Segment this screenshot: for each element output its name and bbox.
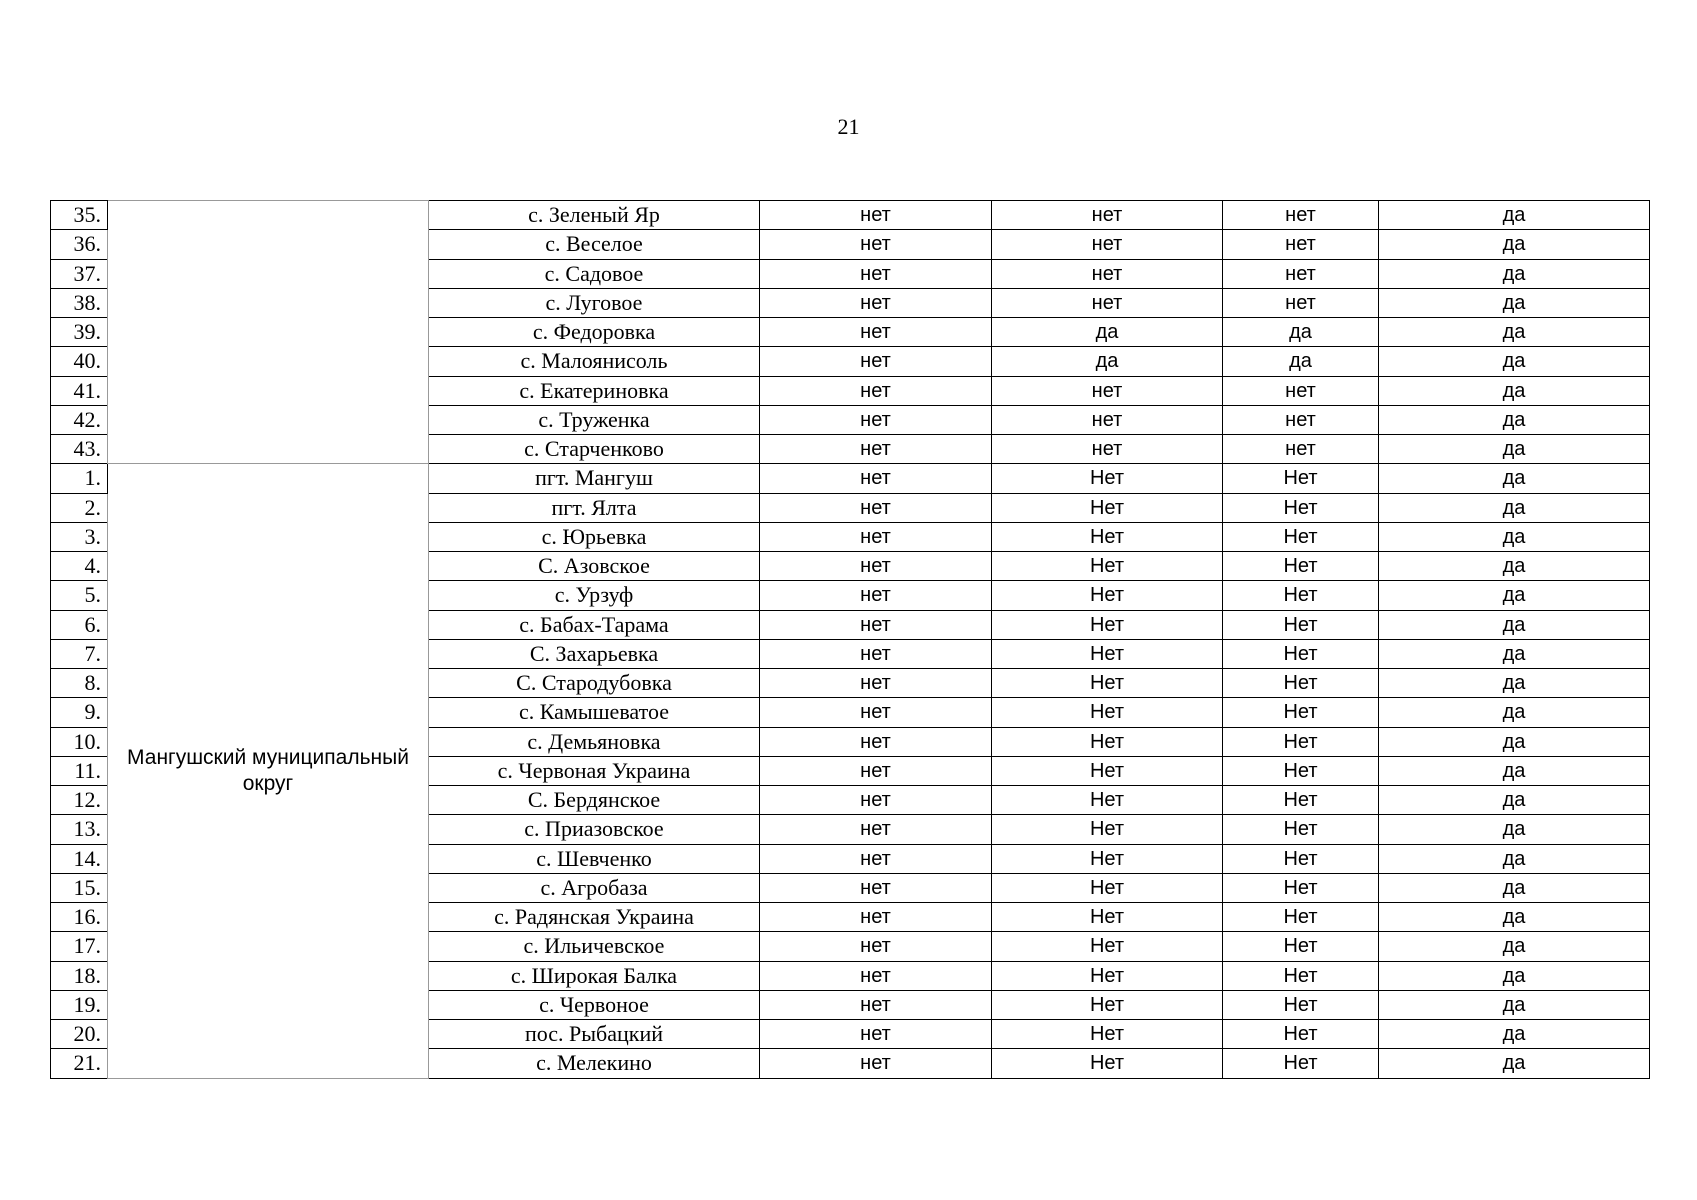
- row-number-cell: 16.: [51, 903, 108, 932]
- row-number-cell: 19.: [51, 990, 108, 1019]
- value-cell: нет: [760, 727, 992, 756]
- value-cell: нет: [760, 405, 992, 434]
- settlement-cell: с. Федоровка: [429, 318, 760, 347]
- settlement-cell: с. Мелекино: [429, 1049, 760, 1078]
- value-cell: да: [1379, 435, 1650, 464]
- table-row: [51, 201, 1650, 230]
- settlement-cell: с. Приазовское: [429, 815, 760, 844]
- value-cell: да: [1379, 464, 1650, 493]
- settlement-cell: с. Широкая Балка: [429, 961, 760, 990]
- row-number-cell: 6.: [51, 610, 108, 639]
- value-cell: да: [1379, 581, 1650, 610]
- value-cell: Нет: [992, 1020, 1223, 1049]
- value-cell: нет: [760, 581, 992, 610]
- value-cell: нет: [760, 610, 992, 639]
- row-number-cell: 11.: [51, 756, 108, 785]
- value-cell: Нет: [992, 552, 1223, 581]
- settlement-cell: С. Азовское: [429, 552, 760, 581]
- value-cell: нет: [760, 698, 992, 727]
- value-cell: да: [1379, 903, 1650, 932]
- value-cell: нет: [760, 318, 992, 347]
- value-cell: да: [992, 318, 1223, 347]
- settlement-cell: с. Екатериновка: [429, 376, 760, 405]
- value-cell: нет: [760, 493, 992, 522]
- row-number-cell: 36.: [51, 230, 108, 259]
- value-cell: да: [1379, 698, 1650, 727]
- settlement-cell: пгт. Мангуш: [429, 464, 760, 493]
- settlement-cell: с. Веселое: [429, 230, 760, 259]
- value-cell: нет: [1223, 201, 1379, 230]
- value-cell: нет: [1223, 435, 1379, 464]
- value-cell: Нет: [1223, 961, 1379, 990]
- value-cell: да: [1379, 405, 1650, 434]
- value-cell: нет: [760, 347, 992, 376]
- value-cell: нет: [992, 376, 1223, 405]
- value-cell: да: [1223, 318, 1379, 347]
- settlement-cell: с. Юрьевка: [429, 522, 760, 551]
- settlement-cell: с. Старченково: [429, 435, 760, 464]
- page-number: 21: [837, 114, 860, 139]
- settlement-cell: с. Луговое: [429, 288, 760, 317]
- value-cell: Нет: [992, 581, 1223, 610]
- value-cell: да: [1379, 493, 1650, 522]
- settlement-cell: С. Захарьевка: [429, 639, 760, 668]
- value-cell: Нет: [1223, 786, 1379, 815]
- value-cell: нет: [760, 522, 992, 551]
- value-cell: да: [1379, 844, 1650, 873]
- value-cell: нет: [992, 288, 1223, 317]
- value-cell: да: [1379, 230, 1650, 259]
- value-cell: Нет: [992, 873, 1223, 902]
- value-cell: Нет: [992, 698, 1223, 727]
- value-cell: Нет: [992, 1049, 1223, 1078]
- value-cell: нет: [760, 903, 992, 932]
- value-cell: нет: [992, 405, 1223, 434]
- row-number-cell: 1.: [51, 464, 108, 493]
- value-cell: да: [1379, 756, 1650, 785]
- value-cell: Нет: [992, 464, 1223, 493]
- value-cell: нет: [760, 201, 992, 230]
- value-cell: да: [1379, 639, 1650, 668]
- value-cell: нет: [760, 756, 992, 785]
- row-number-cell: 15.: [51, 873, 108, 902]
- row-number-cell: 7.: [51, 639, 108, 668]
- region-cell: [108, 201, 429, 464]
- row-number-cell: 5.: [51, 581, 108, 610]
- value-cell: Нет: [992, 932, 1223, 961]
- row-number-cell: 37.: [51, 259, 108, 288]
- row-number-cell: 13.: [51, 815, 108, 844]
- value-cell: Нет: [1223, 815, 1379, 844]
- value-cell: да: [1379, 376, 1650, 405]
- value-cell: Нет: [1223, 581, 1379, 610]
- value-cell: да: [992, 347, 1223, 376]
- row-number-cell: 35.: [51, 201, 108, 230]
- value-cell: Нет: [992, 786, 1223, 815]
- settlement-cell: с. Демьяновка: [429, 727, 760, 756]
- row-number-cell: 9.: [51, 698, 108, 727]
- value-cell: да: [1379, 815, 1650, 844]
- value-cell: да: [1379, 1020, 1650, 1049]
- value-cell: нет: [760, 639, 992, 668]
- value-cell: да: [1379, 932, 1650, 961]
- settlement-cell: с. Шевченко: [429, 844, 760, 873]
- row-number-cell: 8.: [51, 669, 108, 698]
- value-cell: Нет: [992, 815, 1223, 844]
- settlement-cell: с. Радянская Украина: [429, 903, 760, 932]
- value-cell: нет: [1223, 376, 1379, 405]
- settlements-table-body: [51, 201, 1650, 1079]
- value-cell: нет: [760, 786, 992, 815]
- value-cell: да: [1379, 610, 1650, 639]
- row-number-cell: 2.: [51, 493, 108, 522]
- value-cell: нет: [992, 435, 1223, 464]
- settlement-cell: С. Стародубовка: [429, 669, 760, 698]
- settlement-cell: пгт. Ялта: [429, 493, 760, 522]
- value-cell: Нет: [1223, 1049, 1379, 1078]
- row-number-cell: 12.: [51, 786, 108, 815]
- value-cell: нет: [760, 464, 992, 493]
- value-cell: нет: [760, 961, 992, 990]
- table-row: [51, 464, 1650, 493]
- row-number-cell: 3.: [51, 522, 108, 551]
- value-cell: Нет: [992, 727, 1223, 756]
- value-cell: нет: [760, 376, 992, 405]
- value-cell: Нет: [992, 639, 1223, 668]
- value-cell: да: [1379, 259, 1650, 288]
- value-cell: Нет: [992, 990, 1223, 1019]
- value-cell: да: [1379, 990, 1650, 1019]
- row-number-cell: 4.: [51, 552, 108, 581]
- row-number-cell: 38.: [51, 288, 108, 317]
- value-cell: да: [1379, 786, 1650, 815]
- value-cell: да: [1379, 961, 1650, 990]
- value-cell: нет: [760, 815, 992, 844]
- value-cell: нет: [1223, 259, 1379, 288]
- settlement-cell: с. Зеленый Яр: [429, 201, 760, 230]
- value-cell: нет: [1223, 230, 1379, 259]
- region-cell: Мангушский муниципальный округ: [108, 464, 429, 1078]
- value-cell: нет: [760, 288, 992, 317]
- value-cell: нет: [760, 552, 992, 581]
- value-cell: да: [1379, 288, 1650, 317]
- value-cell: нет: [760, 990, 992, 1019]
- value-cell: нет: [992, 259, 1223, 288]
- settlement-cell: с. Урзуф: [429, 581, 760, 610]
- settlement-cell: с. Труженка: [429, 405, 760, 434]
- value-cell: да: [1379, 522, 1650, 551]
- value-cell: нет: [1223, 405, 1379, 434]
- value-cell: Нет: [1223, 698, 1379, 727]
- value-cell: Нет: [992, 961, 1223, 990]
- value-cell: да: [1379, 669, 1650, 698]
- settlements-table-container: [50, 200, 1650, 1079]
- value-cell: нет: [760, 669, 992, 698]
- row-number-cell: 42.: [51, 405, 108, 434]
- row-number-cell: 41.: [51, 376, 108, 405]
- settlement-cell: с. Червоная Украина: [429, 756, 760, 785]
- settlement-cell: пос. Рыбацкий: [429, 1020, 760, 1049]
- row-number-cell: 10.: [51, 727, 108, 756]
- settlement-cell: с. Ильичевское: [429, 932, 760, 961]
- value-cell: Нет: [992, 493, 1223, 522]
- value-cell: нет: [992, 230, 1223, 259]
- value-cell: Нет: [1223, 903, 1379, 932]
- value-cell: Нет: [1223, 610, 1379, 639]
- row-number-cell: 39.: [51, 318, 108, 347]
- value-cell: нет: [760, 230, 992, 259]
- settlement-cell: С. Бердянское: [429, 786, 760, 815]
- value-cell: нет: [992, 201, 1223, 230]
- value-cell: нет: [760, 844, 992, 873]
- value-cell: Нет: [992, 903, 1223, 932]
- settlement-cell: с. Камышеватое: [429, 698, 760, 727]
- row-number-cell: 20.: [51, 1020, 108, 1049]
- value-cell: Нет: [1223, 873, 1379, 902]
- value-cell: Нет: [1223, 552, 1379, 581]
- row-number-cell: 21.: [51, 1049, 108, 1078]
- value-cell: да: [1379, 873, 1650, 902]
- value-cell: Нет: [1223, 639, 1379, 668]
- value-cell: Нет: [1223, 493, 1379, 522]
- value-cell: Нет: [1223, 844, 1379, 873]
- value-cell: да: [1379, 201, 1650, 230]
- value-cell: нет: [760, 259, 992, 288]
- value-cell: нет: [760, 873, 992, 902]
- value-cell: нет: [1223, 288, 1379, 317]
- settlement-cell: с. Бабах-Тарама: [429, 610, 760, 639]
- value-cell: нет: [760, 1049, 992, 1078]
- settlement-cell: с. Агробаза: [429, 873, 760, 902]
- value-cell: Нет: [1223, 464, 1379, 493]
- settlement-cell: с. Малоянисоль: [429, 347, 760, 376]
- value-cell: нет: [760, 435, 992, 464]
- row-number-cell: 43.: [51, 435, 108, 464]
- value-cell: да: [1379, 552, 1650, 581]
- value-cell: Нет: [992, 756, 1223, 785]
- value-cell: Нет: [1223, 990, 1379, 1019]
- value-cell: да: [1379, 347, 1650, 376]
- value-cell: Нет: [1223, 669, 1379, 698]
- value-cell: Нет: [1223, 1020, 1379, 1049]
- value-cell: Нет: [992, 522, 1223, 551]
- value-cell: Нет: [992, 669, 1223, 698]
- row-number-cell: 18.: [51, 961, 108, 990]
- row-number-cell: 14.: [51, 844, 108, 873]
- value-cell: Нет: [992, 610, 1223, 639]
- value-cell: да: [1379, 318, 1650, 347]
- value-cell: Нет: [992, 844, 1223, 873]
- row-number-cell: 40.: [51, 347, 108, 376]
- value-cell: Нет: [1223, 522, 1379, 551]
- value-cell: да: [1379, 1049, 1650, 1078]
- value-cell: да: [1379, 727, 1650, 756]
- value-cell: Нет: [1223, 756, 1379, 785]
- value-cell: нет: [760, 1020, 992, 1049]
- settlement-cell: с. Садовое: [429, 259, 760, 288]
- value-cell: да: [1223, 347, 1379, 376]
- settlements-table: [50, 200, 1650, 1079]
- row-number-cell: 17.: [51, 932, 108, 961]
- value-cell: Нет: [1223, 932, 1379, 961]
- settlement-cell: с. Червоное: [429, 990, 760, 1019]
- value-cell: Нет: [1223, 727, 1379, 756]
- value-cell: нет: [760, 932, 992, 961]
